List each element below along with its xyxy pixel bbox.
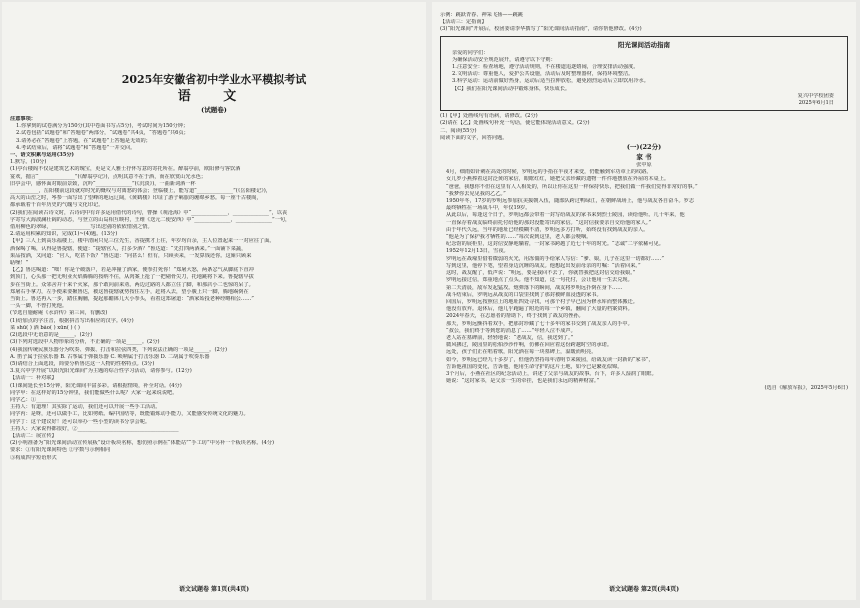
text-line: (2)小明准备为“阳光课间活动宣传展板”设计板块名称，想仿照示例在“体能站”“手工坊”中另补一个板块名称。(4分)	[10, 440, 275, 447]
text-line: 亲爱的同学们：	[452, 49, 489, 56]
text-line: 【活动三：定指南】	[440, 19, 487, 26]
note-item: 2.试卷包括“试题卷”和“答题卷”两部分，“试题卷”共4页，“答题卷”共6页；	[16, 130, 189, 137]
text-line: 一头一脚，不曾打死他。	[10, 303, 68, 310]
passage-author: 张中原	[636, 162, 652, 169]
passage-source: (选自《解放军报》，2025年5月6日)	[764, 385, 848, 392]
text-line: 最终牺牲在一场战斗中，年仅19岁。	[446, 205, 531, 212]
text-line: 聒噪！”	[10, 260, 29, 267]
text-line: 要求：①有阳光课间特色 ②字数与示例相同	[10, 447, 111, 454]
text-line: 回国后，罗明远按照信上的地址四处寻找，可那个村子早已因为修水库而整体搬迁。	[446, 298, 638, 305]
text-line: 菜 shū( ) 酒 bǎo( ) xūn( ) ( )	[10, 324, 80, 331]
text-line: 写到这里，他停下笔，望着身边沉睡的战友。他想起出发前母亲的叮嘱：“活着回来。”	[446, 262, 641, 269]
text-line: 宴欢，抛言“______________”(《醉翁亭记》)，点明其意不在于酒，而在欣赏山光水色；	[10, 173, 207, 180]
page-footer: 语文试题卷 第2页(共4页)	[608, 586, 680, 593]
text-line: 4月，细雨如针刺在高处的时候，罗明远的手指在半夜才来变，仍能触到军功章上的纹路。	[446, 169, 652, 176]
text-line: 同学丁：这个建议好！还可以举办一些小型的读书分享会呢。	[10, 418, 151, 425]
guide-signature: 复兴中学校团委	[797, 92, 834, 99]
text-line: 1.注意安全：检查场地，遵守活动规则，不在楼道追逐嬉闹，合理安排活动强度。	[452, 64, 639, 71]
text-line: (5)请结合上面选段，简要分析鲁达这一人物的性格特点。(3分)	[10, 360, 155, 367]
text-line: (3)下列对选段中人物形象的分析，不正确的一项是______。(2分)	[10, 339, 160, 346]
text-line: 同学甲：在这样好的15分钟里，我们能做些什么呢？大家一起来说说吧。	[10, 389, 178, 396]
section-heading: 一、语文积累与运用(35分)	[10, 152, 75, 159]
text-line: ___________，岳阳楼前这段就对时光的慨叹与对离愁的体会；登临楼上，能写道“______________”(《岳阳楼记》)，	[10, 188, 271, 195]
passage-title: 家 书	[636, 153, 652, 162]
text-line: 远处，孩子们正在唱着歌，阳光洒在每一块墓碑上，温暖而明亮。	[446, 349, 597, 356]
text-line: 都承载着千百年历史的气魄与文化印记。	[10, 202, 104, 209]
text-line: 那天，罗明远颤抖着双手，把那封珍藏了七十多年的家书交到了战友亲人的手中。	[446, 320, 633, 327]
text-line: 阅读下面的文字，回答问题。	[440, 134, 508, 141]
page-right-content	[440, 12, 848, 578]
passage-body	[440, 169, 848, 385]
text-line: 从此以后，每逢这个日子，罗明远都会带着一封写给战友的家书来到烈士陵园，读给他听。几十年来，他	[446, 212, 685, 219]
text-line: (2)选段中无语意的是______。(2分)	[10, 332, 93, 339]
text-line: 到顶门，心头那一把无明业火焰腾腾的按纳不住，从肉案上抢了一把剔骨尖刀，托地跳将下来。鲁提辖早拔	[10, 274, 254, 281]
question-block	[440, 113, 848, 142]
text-line: 【C】我们在阳光课间活动中锻炼身体，快乐成长。	[452, 85, 571, 92]
text-line: “叔公，我们终于等到您的消息了……”年轻人泣不成声。	[446, 327, 576, 334]
text-line: 一直保存着战友临终前托付给他的那封没能寄出的家信。“这封信我要亲自交给他的家人。”	[446, 219, 652, 226]
text-line: 第二天清晨，敌军发起猛攻。炮弹落下的瞬间，战友将罗明远扑倒在身下……	[446, 284, 623, 291]
text-line: (1)亭台楼阁不仅是建筑艺术的瑰宝，更是文人雅士抒怀写意的寄托所在。醉翁亭前，欧阳修与客饮酒	[10, 166, 241, 173]
text-line: (1)【甲】处画线句有语病，请修改。(2分)	[440, 113, 538, 120]
text-line: 纪念馆的展柜里，这封信安静地躺着，一封家书跨越了近七十年的时光。“志诚”二字依稀可见。	[446, 241, 664, 248]
text-line: “我梦你去见见我的乙乙。”	[446, 190, 506, 197]
text-line: (2)请在【乙】处画线句补充一句话，使它能体现活动意义。(2分)	[440, 120, 590, 127]
text-line: “他是为了保护我才牺牲的……”每次说到这里，老人都会哽咽。	[446, 234, 592, 241]
subject-title: 语 文	[177, 89, 251, 104]
text-line: 1952年12月13日，雪夜。	[446, 248, 509, 255]
text-line: (2)我们在阅读古诗文时，古诗词中有许多运用借代的诗句，曹操《观沧海》中“______________，______________”，以丧	[10, 209, 288, 216]
text-line: 如今，罗明远已经九十多岁了，但他仍坚持每年清明节来陵园，给战友读一封新的“家书”，	[446, 356, 654, 363]
page-footer: 语文试题卷 第1页(共4页)	[178, 586, 250, 593]
text-line: 同学乙：①_______________________________________________	[10, 396, 158, 403]
text-line: 2.请运用积累的知识，完成(1)~(4)题。(13分)	[10, 231, 118, 238]
text-line: 二、阅读(55分)	[440, 127, 477, 134]
text-line: 当街上。鲁达再入一步，踏住胸脯，提起那醋钵儿大小拳头，看着这郑屠道：“洒家始投老种经略相公……”	[10, 296, 254, 303]
text-line: 2024年春天，在志愿者的帮助下，终于找到了战友的侄孙。	[446, 313, 584, 320]
note-item: 1.你拿到的试卷满分为150分(其中卷面书写占5分)，考试时间为150分钟；	[16, 123, 189, 130]
text-line: 告诉他祖国的变化，告诉他，他用生命守护的这片土地，如今已是繁花似锦。	[446, 363, 623, 370]
text-line: 旧亭会中，感怀面对眼前景致，沉吟“______________”(《沉淡》)，一曲新词酒一杯	[10, 180, 196, 187]
question-block	[440, 12, 848, 34]
text-line: 1950年冬，17岁的罗明远参加抗美援朝入伍，随部队跨过鸭绿江，在朝鲜战场上，他与战友各自奋斗。罗志	[446, 198, 695, 205]
text-line: (3)“阳光课间”开展后，校团委请李华撰写了“阳光课间活动指南”，请你帮他修改。(4分)	[440, 26, 642, 33]
text-line: 郑屠右手拿刀，左手便来要揪鲁达，被这鲁提辖就势按住左手，赶将入去，望小腹上只一脚，腾地踢倒在	[10, 288, 249, 295]
page-left-content	[10, 12, 418, 578]
exam-page-right	[432, 2, 856, 600]
exam-page-left	[2, 2, 426, 600]
activity-guide-box	[440, 36, 848, 112]
text-line: 主持人：有道理！其实除了运动，我们还可以开展一些手工活动。	[10, 404, 161, 411]
text-line: 战斗结束后，罗明远从战友的口袋里找到了那封被鲜血浸透的家书。	[446, 291, 602, 298]
text-line: 步在当街上。众邻舍并十来个火家，那个敢向前来劝。两边过路的人都立住了脚，和那店小二也惊的呆了。	[10, 281, 254, 288]
text-line: 这时，战友醒了，低声说：“明远，要是我回不去了，你就替我把这封信交给我娘。”	[446, 270, 636, 277]
text-line: ③构成四字短语形式	[10, 454, 57, 461]
exam-title: 2025年安徽省初中学业水平模拟考试	[121, 73, 307, 86]
text-line: 3个月后，小燕在社区的纪念活动上，讲述了父亲与战友的故事。台下，许多人湿润了眼眶。	[446, 370, 657, 377]
text-line: 他没有放弃。退休后，他几乎跑遍了附近的每一个乡镇，翻阅了大量的档案资料。	[446, 306, 633, 313]
text-line: A. 笛子属于拉弦乐器 B. 古筝属于弹拨乐器 C. 唢呐属于打击乐器 D. 二胡属于吹奏乐器	[10, 353, 210, 360]
text-line: (4)我国传统民族乐器分为吹奏、弹拨、打击和拉弦四类，下列说法正确的一项是______。(2分)	[10, 346, 228, 353]
guide-title: 阳光课间活动指南	[618, 40, 670, 49]
text-line: 同学丙：是呀，还可以做手工，比如剪纸、编中国结等，既能锻炼动手能力，又能感受传统文化的魅力。	[10, 411, 249, 418]
text-line: 2.文明活动：尊重他人，爱护公共设施，活动后及时整理器材，保持环境整洁。	[452, 71, 634, 78]
text-line: 字寄写大海波澜壮阔的动态，与登立的山岛相互映衬，王维《送元二使安西》中“______________，______________”一句，	[10, 216, 291, 223]
text-line: 3.复兴中学开展“以阳光阳光课间”为主题的综合性学习活动，请你参与。(12分)	[10, 368, 192, 375]
text-line: 由于年代久远，当年的地址已经模糊不清，罗明远多方打听，始终没有找到战友的亲人。	[446, 226, 649, 233]
note-item: 4.考试结束后，请将“试题卷”和“答题卷”一并交回。	[16, 144, 136, 151]
note-item: 3.请务必在“答题卷”上答题，在“试题卷”上答题是无效的；	[16, 137, 151, 144]
text-line: 示例：跳跃青春、神采飞扬——跳跳	[440, 12, 524, 18]
text-line: 1.默写。(10分)	[10, 159, 47, 166]
text-line: 她说：“这封家书，是父亲一生的牵挂，也是我们永远的精神财富。”	[446, 378, 600, 385]
text-line: 罗明远在战壕里借着微弱的火光，用冻僵的手给家人写信：“爹、娘，儿子在这里一切都好……”	[446, 255, 664, 262]
notes-header: 注意事项：	[10, 116, 36, 122]
passage-number: (一)(22分)	[626, 143, 662, 152]
text-line: 【甲】三人上到高乐福楼上，楼中清闲只见三位先生，香提携才上往，年岁均百余，主人位置起来一一对应往了面。	[10, 238, 275, 245]
text-line: 主持人：大家说得都很好，②_______________________________________	[10, 425, 179, 432]
text-line: 高大的山峦之时，岑参一面写出了望峰的地远辽阔，《黄鹤楼》印证了游子羁旅的缠绵乡愁。每一座千古楼阁，	[10, 195, 262, 202]
text-line: 借用柳色的翠绿，_______________写出送别的依依惜别之情。	[10, 224, 153, 231]
paper-type: (试题卷)	[201, 106, 227, 114]
text-line: 女儿罗小燕捧着这封泛黄的家信，眼眶红红，她把父亲珍藏的遗物一件件地摆放在外屋的木桌上。	[446, 176, 670, 183]
text-line: 3.科学运动：运动前做好热身，运动后适当拉伸放松，避免剧烈运动后立即饮用冷水。	[452, 78, 649, 85]
text-line: 罗明远接过信，郑重地点了点头。他不知道，这一句托付，会让他用一生去兑现。	[446, 277, 633, 284]
text-line: (1)给加点的字注音，根据拼音写出相应的汉字。(4分)	[10, 317, 134, 324]
text-line: 果品按酒，又问道：“官人，吃甚下饭？”鲁达道：“问甚么！但有，只顾卖来，一发算钱还你。这厮只顾来	[10, 252, 252, 259]
text-line: (节选自施耐庵《水浒传》第三回，有删改)	[10, 310, 108, 317]
text-line: (1)课间延长至15分钟，阳光课间丰富多彩。请根据情境，补全对话。(4分)	[10, 382, 182, 389]
guide-body	[446, 50, 842, 93]
text-line: “爸爸，我想你不但在这里有人人相处的，所以让你在这里一样保持快乐，把我们做一件我们觉得非常好的事。”	[446, 183, 698, 190]
text-line: 【乙】鲁达喝道：“咄！你是个破落户，若是冲撞了洒家，便拳打死你！”郑屠大怒，两条忿气从脚底下直冲	[10, 267, 254, 274]
text-line: 【活动二：展宣传】	[10, 432, 57, 439]
text-line: 老人站在墓碑前，轻轻地说：“老战友，信，我送到了。”	[446, 334, 574, 341]
question-block	[10, 159, 418, 462]
guide-date: 2025年6月1日	[798, 100, 834, 107]
text-line: 【活动一：补对联】	[10, 375, 57, 382]
text-line: 为确保活动安全规范展开，请遵守以下守则：	[452, 56, 556, 63]
text-line: 酒保喝了喝，认得是鲁提辖，便道：“提辖官人，打多少酒？”鲁达道：“先打四两酒来。”一面铺下菜蔬，	[10, 245, 247, 252]
text-line: 微风拂过，陵园里的松柏沙沙作响，仿佛在回应着这份跨越时空的承诺。	[446, 342, 613, 349]
